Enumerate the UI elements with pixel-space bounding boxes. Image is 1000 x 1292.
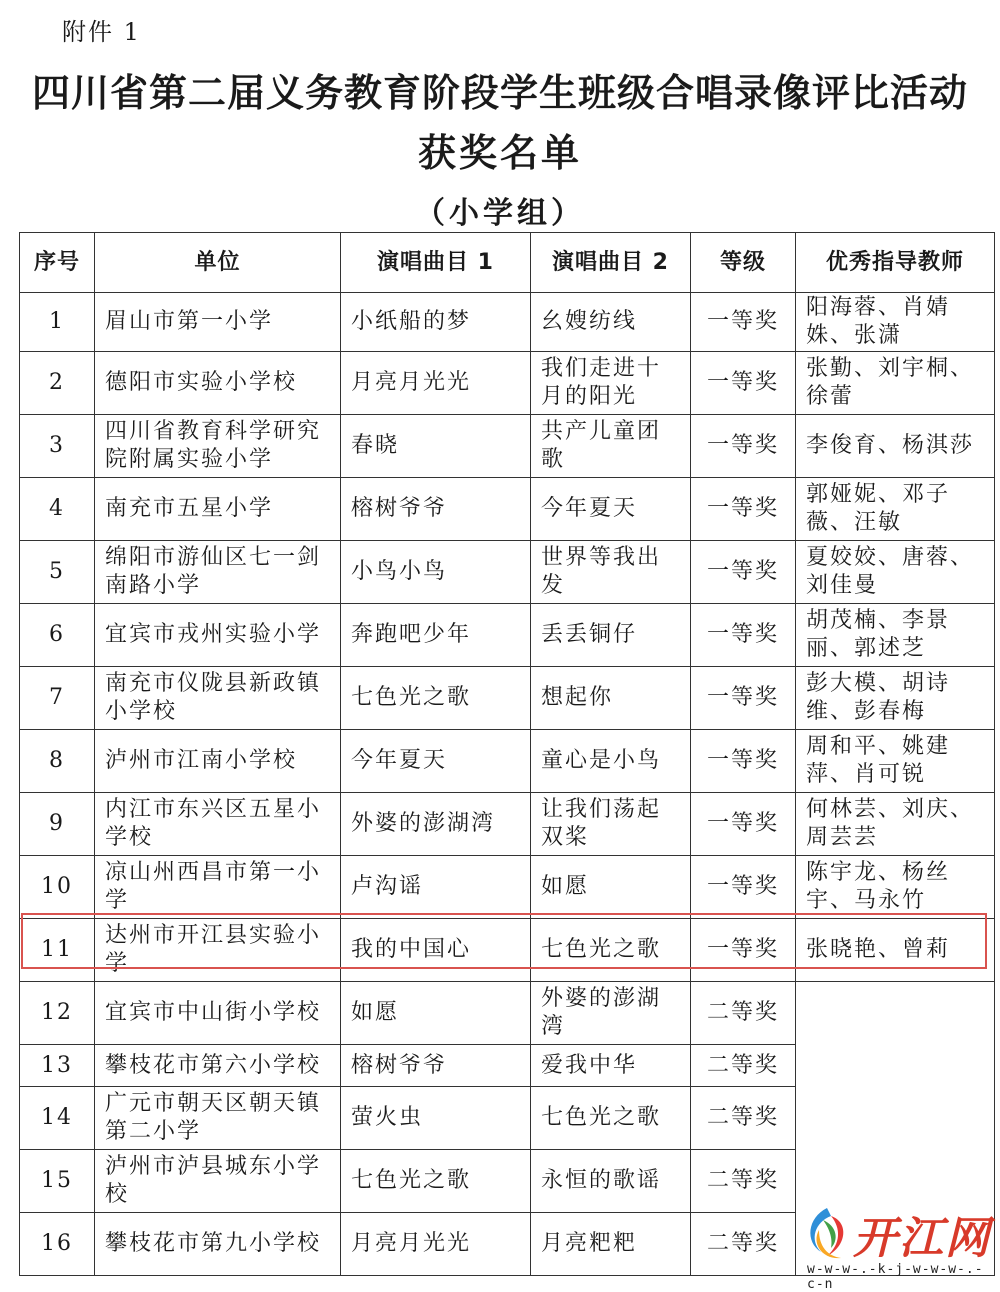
cell-number: 7 [20, 667, 95, 730]
cell-level: 一等奖 [691, 604, 796, 667]
cell-song2: 七色光之歌 [531, 919, 691, 982]
cell-unit: 凉山州西昌市第一小学 [95, 856, 341, 919]
cell-level: 一等奖 [691, 793, 796, 856]
cell-unit: 南充市仪陇县新政镇小学校 [95, 667, 341, 730]
cell-unit: 绵阳市游仙区七一剑南路小学 [95, 541, 341, 604]
cell-song2: 共产儿童团歌 [531, 415, 691, 478]
cell-number: 13 [20, 1045, 95, 1087]
cell-level: 一等奖 [691, 415, 796, 478]
cell-unit: 四川省教育科学研究院附属实验小学 [95, 415, 341, 478]
header-song1: 演唱曲目 1 [341, 233, 531, 293]
header-teacher: 优秀指导教师 [796, 233, 995, 293]
cell-song2: 幺嫂纺线 [531, 293, 691, 352]
cell-teacher: 胡茂楠、李景丽、郭述芝 [796, 604, 995, 667]
cell-song2: 永恒的歌谣 [531, 1150, 691, 1213]
cell-number: 4 [20, 478, 95, 541]
cell-song1: 奔跑吧少年 [341, 604, 531, 667]
logo-url: w-w-w-.-k-j-w-w-w-.-c-n [807, 1262, 984, 1292]
cell-song2: 想起你 [531, 667, 691, 730]
table-row [20, 541, 995, 604]
cell-teacher: 李俊育、杨淇莎 [796, 415, 995, 478]
document-subtitle: 获奖名单 [417, 131, 582, 175]
cell-teacher: 张晓艳、曾莉 [796, 919, 995, 982]
cell-unit: 广元市朝天区朝天镇第二小学 [95, 1087, 341, 1150]
cell-song2: 爱我中华 [531, 1045, 691, 1087]
cell-level: 二等奖 [691, 1213, 796, 1276]
cell-level: 一等奖 [691, 856, 796, 919]
cell-song1: 今年夏天 [341, 730, 531, 793]
header-level: 等级 [691, 233, 796, 293]
cell-level: 一等奖 [691, 730, 796, 793]
cell-song1: 外婆的澎湖湾 [341, 793, 531, 856]
cell-teacher: 陈宇龙、杨丝宇、马永竹 [796, 856, 995, 919]
document-title: 四川省第二届义务教育阶段学生班级合唱录像评比活动 [31, 71, 968, 115]
cell-teacher: 何林芸、刘庆、周芸芸 [796, 793, 995, 856]
logo-brand: 开江网 [853, 1213, 991, 1264]
cell-number: 14 [20, 1087, 95, 1150]
cell-unit: 南充市五星小学 [95, 478, 341, 541]
cell-song1: 月亮月光光 [341, 352, 531, 415]
cell-unit: 宜宾市戎州实验小学 [95, 604, 341, 667]
cell-number: 6 [20, 604, 95, 667]
cell-level: 一等奖 [691, 919, 796, 982]
header-song2: 演唱曲目 2 [531, 233, 691, 293]
cell-unit: 攀枝花市第九小学校 [95, 1213, 341, 1276]
cell-song2: 我们走进十月的阳光 [531, 352, 691, 415]
cell-song2: 世界等我出发 [531, 541, 691, 604]
cell-unit: 泸州市江南小学校 [95, 730, 341, 793]
cell-song2: 让我们荡起双桨 [531, 793, 691, 856]
logo-icon [797, 1200, 857, 1270]
cell-song2: 童心是小鸟 [531, 730, 691, 793]
cell-number: 1 [20, 293, 95, 352]
attachment-label: 附件 1 [62, 18, 141, 46]
table-row [20, 604, 995, 667]
table-row [20, 667, 995, 730]
cell-unit: 达州市开江县实验小学 [95, 919, 341, 982]
cell-unit: 德阳市实验小学校 [95, 352, 341, 415]
cell-number: 11 [20, 919, 95, 982]
cell-level: 一等奖 [691, 667, 796, 730]
cell-number: 3 [20, 415, 95, 478]
cell-song2: 如愿 [531, 856, 691, 919]
cell-unit: 泸州市泸县城东小学校 [95, 1150, 341, 1213]
table-row [20, 293, 995, 352]
cell-number: 8 [20, 730, 95, 793]
cell-teacher: 周和平、姚建萍、肖可锐 [796, 730, 995, 793]
table-row [20, 793, 995, 856]
cell-number: 5 [20, 541, 95, 604]
table-row [20, 415, 995, 478]
cell-level: 二等奖 [691, 982, 796, 1045]
cell-level: 二等奖 [691, 1045, 796, 1087]
cell-number: 16 [20, 1213, 95, 1276]
site-watermark [795, 1200, 1000, 1292]
cell-song1: 如愿 [341, 982, 531, 1045]
cell-teacher: 郭娅妮、邓子薇、汪敏 [796, 478, 995, 541]
table-row [20, 919, 995, 982]
table-row [20, 478, 995, 541]
cell-song2: 外婆的澎湖湾 [531, 982, 691, 1045]
table-row [20, 856, 995, 919]
cell-teacher: 夏姣姣、唐蓉、刘佳曼 [796, 541, 995, 604]
cell-song1: 月亮月光光 [341, 1213, 531, 1276]
cell-teacher: 张勤、刘宇桐、徐蕾 [796, 352, 995, 415]
cell-level: 一等奖 [691, 293, 796, 352]
cell-number: 2 [20, 352, 95, 415]
cell-song1: 七色光之歌 [341, 1150, 531, 1213]
cell-song1: 春晓 [341, 415, 531, 478]
cell-number: 10 [20, 856, 95, 919]
cell-song1: 小纸船的梦 [341, 293, 531, 352]
cell-unit: 眉山市第一小学 [95, 293, 341, 352]
cell-level: 二等奖 [691, 1087, 796, 1150]
cell-song1: 小鸟小鸟 [341, 541, 531, 604]
cell-level: 二等奖 [691, 1150, 796, 1213]
header-number: 序号 [20, 233, 95, 293]
table-row [20, 730, 995, 793]
cell-song1: 七色光之歌 [341, 667, 531, 730]
cell-level: 一等奖 [691, 352, 796, 415]
table-header-row [20, 233, 995, 293]
award-table [19, 232, 995, 1276]
table-row [20, 352, 995, 415]
cell-number: 9 [20, 793, 95, 856]
cell-song1: 我的中国心 [341, 919, 531, 982]
cell-level: 一等奖 [691, 478, 796, 541]
cell-teacher: 彭大模、胡诗维、彭春梅 [796, 667, 995, 730]
cell-teacher: 阳海蓉、肖婧姝、张潇 [796, 293, 995, 352]
cell-unit: 内江市东兴区五星小学校 [95, 793, 341, 856]
cell-song1: 榕树爷爷 [341, 1045, 531, 1087]
cell-unit: 宜宾市中山街小学校 [95, 982, 341, 1045]
cell-song2: 七色光之歌 [531, 1087, 691, 1150]
cell-song2: 今年夏天 [531, 478, 691, 541]
cell-song2: 月亮粑粑 [531, 1213, 691, 1276]
header-unit: 单位 [95, 233, 341, 293]
cell-song1: 榕树爷爷 [341, 478, 531, 541]
cell-number: 12 [20, 982, 95, 1045]
cell-song1: 卢沟谣 [341, 856, 531, 919]
group-label: （小学组） [415, 196, 585, 231]
cell-unit: 攀枝花市第六小学校 [95, 1045, 341, 1087]
cell-song1: 萤火虫 [341, 1087, 531, 1150]
table-row [20, 982, 995, 1045]
cell-number: 15 [20, 1150, 95, 1213]
cell-song2: 丢丢铜仔 [531, 604, 691, 667]
cell-level: 一等奖 [691, 541, 796, 604]
